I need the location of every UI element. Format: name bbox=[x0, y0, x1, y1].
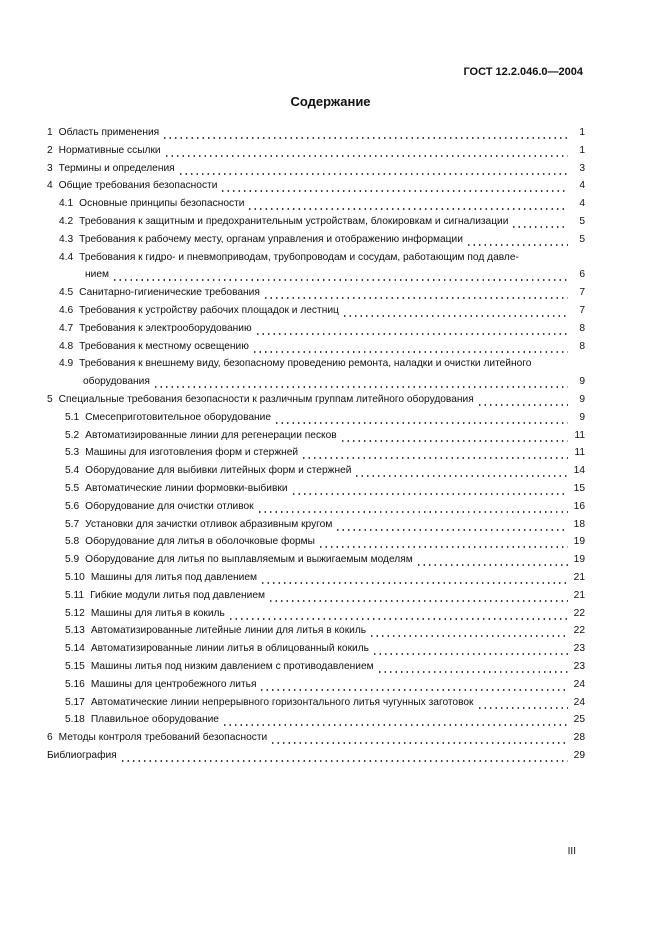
toc-entry[interactable] bbox=[47, 231, 585, 249]
page-number: III bbox=[567, 846, 576, 857]
toc-entry-number: 3 bbox=[47, 162, 53, 174]
toc-entry-title: Автоматические линии формовки-выбивки bbox=[85, 482, 288, 494]
toc-entry-title: Термины и определения bbox=[58, 162, 175, 174]
toc-entry-page: 11 bbox=[574, 447, 585, 459]
toc-entry-title: Автоматизированные линии литья в облицованный кокиль bbox=[90, 643, 369, 655]
page-title: Содержание bbox=[290, 94, 371, 109]
toc-entry-title: Требования к электрооборудованию bbox=[79, 322, 252, 334]
dot-leader bbox=[335, 516, 568, 534]
toc-entry-number: 5 bbox=[47, 393, 53, 405]
dot-leader bbox=[318, 533, 568, 551]
toc-entry[interactable] bbox=[47, 160, 585, 178]
toc-entry[interactable] bbox=[47, 124, 585, 142]
toc-entry[interactable] bbox=[47, 427, 585, 445]
toc-entry[interactable] bbox=[47, 729, 585, 747]
toc-entry-page: 18 bbox=[573, 518, 585, 530]
toc-entry-page: 24 bbox=[573, 678, 585, 690]
toc-entry-title: Оборудование для очистки отливок bbox=[85, 500, 254, 512]
toc-entry-number: 5.15 bbox=[65, 660, 85, 672]
dot-leader bbox=[477, 694, 568, 712]
toc-entry-title: Машины для литья под давлением bbox=[90, 571, 258, 583]
toc-entry-title: Требования к рабочему месту, органам управления и отображению информации bbox=[79, 233, 463, 245]
toc-entry-title: Автоматизированные литейные линии для литья в кокиль bbox=[90, 625, 367, 637]
dot-leader bbox=[416, 551, 568, 569]
toc-entry-continuation[interactable] bbox=[47, 266, 585, 284]
dot-leader bbox=[222, 711, 568, 729]
dot-leader bbox=[274, 409, 568, 427]
toc-entry-page: 29 bbox=[573, 749, 585, 761]
toc-entry-number: 5.10 bbox=[65, 571, 85, 583]
toc-entry-number: 5.7 bbox=[65, 518, 80, 530]
dot-leader bbox=[340, 427, 568, 445]
toc-entry[interactable] bbox=[47, 320, 585, 338]
dot-leader bbox=[477, 391, 568, 409]
toc-entry-page: 5 bbox=[579, 215, 585, 227]
toc-entry-number: 4.2 bbox=[59, 215, 74, 227]
toc-entry-page: 15 bbox=[573, 482, 585, 494]
toc-entry-number: 5.8 bbox=[65, 536, 80, 548]
toc-entry-title-continued: оборудования bbox=[83, 376, 150, 388]
toc-entry-title: Машины для изготовления форм и стержней bbox=[85, 447, 299, 459]
toc-entry-page: 9 bbox=[579, 393, 585, 405]
toc-entry[interactable] bbox=[47, 249, 585, 267]
toc-entry[interactable] bbox=[47, 284, 585, 302]
toc-entry-page: 25 bbox=[573, 714, 585, 726]
dot-leader bbox=[354, 462, 568, 480]
toc-entry-title: Требования к внешнему виду, безопасному проведению ремонта, наладки и очистки литейного bbox=[79, 358, 532, 370]
dot-leader bbox=[255, 320, 568, 338]
toc-entry[interactable] bbox=[47, 516, 585, 534]
toc-entry-page: 22 bbox=[573, 625, 585, 637]
toc-entry-number: 5.13 bbox=[65, 625, 85, 637]
toc-entry[interactable] bbox=[47, 676, 585, 694]
toc-entry[interactable] bbox=[47, 444, 585, 462]
toc-entry[interactable] bbox=[47, 195, 585, 213]
toc-entry-page: 9 bbox=[579, 376, 585, 388]
toc-entry-title: Специальные требования безопасности к различным группам литейного оборудования bbox=[58, 393, 474, 405]
toc-entry-number: 5.9 bbox=[65, 554, 80, 566]
toc-entry-number: 4.1 bbox=[59, 198, 74, 210]
dot-leader bbox=[153, 373, 568, 391]
dot-leader bbox=[301, 444, 568, 462]
dot-leader bbox=[372, 640, 568, 658]
toc-entry[interactable] bbox=[47, 694, 585, 712]
toc-entry-number: 6 bbox=[47, 732, 53, 744]
toc-entry-title: Нормативные ссылки bbox=[58, 144, 161, 156]
dot-leader bbox=[112, 266, 568, 284]
toc-entry-title: Требования к гидро- и пневмоприводам, трубопроводам и сосудам, работающим под давле- bbox=[79, 251, 519, 263]
toc-entry[interactable] bbox=[47, 711, 585, 729]
toc-entry-title: Оборудование для литья по выплавляемым и выжигаемым моделям bbox=[85, 554, 413, 566]
toc-entry-page: 4 bbox=[579, 198, 585, 210]
toc-entry-number: 4.9 bbox=[59, 358, 74, 370]
toc-entry-number: 4.6 bbox=[59, 304, 74, 316]
toc-entry[interactable] bbox=[47, 533, 585, 551]
toc-entry[interactable] bbox=[47, 142, 585, 160]
toc-entry-title: Основные принципы безопасности bbox=[79, 198, 245, 210]
dot-leader bbox=[268, 587, 568, 605]
dot-leader bbox=[369, 622, 568, 640]
toc-entry[interactable] bbox=[47, 622, 585, 640]
toc-entry-title: Библиография bbox=[47, 749, 117, 761]
dot-leader bbox=[162, 124, 568, 142]
toc-entry[interactable] bbox=[47, 587, 585, 605]
toc-entry-page: 19 bbox=[573, 554, 585, 566]
toc-entry-title: Оборудование для выбивки литейных форм и стержней bbox=[85, 465, 352, 477]
toc-entry-page: 3 bbox=[579, 162, 585, 174]
toc-entry-page: 28 bbox=[573, 732, 585, 744]
toc-entry-title: Санитарно-гигиенические требования bbox=[79, 287, 260, 299]
toc-entry-number: 5.1 bbox=[65, 411, 80, 423]
toc-entry[interactable] bbox=[47, 462, 585, 480]
toc-entry-page: 4 bbox=[579, 180, 585, 192]
table-of-contents bbox=[47, 124, 585, 765]
toc-entry-number: 4.3 bbox=[59, 233, 74, 245]
toc-entry-page: 7 bbox=[579, 304, 585, 316]
toc-entry[interactable] bbox=[47, 658, 585, 676]
toc-entry-page: 16 bbox=[573, 500, 585, 512]
toc-entry-number: 5.4 bbox=[65, 465, 80, 477]
toc-entry[interactable] bbox=[47, 569, 585, 587]
toc-entry-number: 5.3 bbox=[65, 447, 80, 459]
dot-leader bbox=[511, 213, 568, 231]
dot-leader bbox=[247, 195, 568, 213]
toc-entry-page: 22 bbox=[573, 607, 585, 619]
toc-entry-title: Методы контроля требований безопасности bbox=[58, 732, 268, 744]
toc-entry-page: 5 bbox=[579, 233, 585, 245]
toc-entry-number: 5.17 bbox=[65, 696, 85, 708]
toc-entry[interactable] bbox=[47, 338, 585, 356]
toc-entry-page: 14 bbox=[573, 465, 585, 477]
toc-entry-page: 21 bbox=[573, 589, 585, 601]
toc-entry[interactable] bbox=[47, 177, 585, 195]
toc-entry[interactable] bbox=[47, 302, 585, 320]
toc-entry-page: 21 bbox=[573, 571, 585, 583]
dot-leader bbox=[342, 302, 568, 320]
dot-leader bbox=[270, 729, 568, 747]
toc-entry-page: 7 bbox=[579, 287, 585, 299]
toc-entry-title: Смесеприготовительное оборудование bbox=[85, 411, 272, 423]
toc-entry-title: Область применения bbox=[58, 127, 160, 138]
toc-entry-number: 5.11 bbox=[65, 589, 85, 601]
toc-entry-page: 6 bbox=[579, 269, 585, 281]
toc-entry-page: 11 bbox=[574, 429, 585, 441]
toc-entry-title: Машины для центробежного литья bbox=[90, 678, 257, 690]
toc-entry-page: 8 bbox=[579, 340, 585, 352]
toc-entry[interactable] bbox=[47, 605, 585, 623]
dot-leader bbox=[260, 569, 568, 587]
dot-leader bbox=[220, 177, 568, 195]
toc-entry-title: Установки для зачистки отливок абразивным кругом bbox=[85, 518, 333, 530]
toc-entry[interactable] bbox=[47, 409, 585, 427]
toc-entry-number: 4.8 bbox=[59, 340, 74, 352]
toc-entry-number: 4.5 bbox=[59, 287, 74, 299]
toc-entry-title: Требования к местному освещению bbox=[79, 340, 249, 352]
dot-leader bbox=[164, 142, 568, 160]
toc-entry[interactable] bbox=[47, 391, 585, 409]
document-code: ГОСТ 12.2.046.0—2004 bbox=[463, 66, 583, 78]
toc-entry[interactable] bbox=[47, 640, 585, 658]
toc-entry[interactable] bbox=[47, 747, 585, 765]
toc-entry-number: 5.6 bbox=[65, 500, 80, 512]
dot-leader bbox=[120, 747, 568, 765]
dot-leader bbox=[263, 284, 568, 302]
toc-entry-number: 2 bbox=[47, 144, 53, 156]
toc-entry[interactable] bbox=[47, 355, 585, 373]
toc-entry-title: Машины литья под низким давлением с противодавлением bbox=[90, 660, 374, 672]
toc-entry-number: 5.16 bbox=[65, 678, 85, 690]
dot-leader bbox=[178, 160, 568, 178]
dot-leader bbox=[252, 338, 568, 356]
dot-leader bbox=[228, 605, 568, 623]
toc-entry-title: Оборудование для литья в оболочковые формы bbox=[85, 536, 315, 548]
dot-leader bbox=[466, 231, 568, 249]
dot-leader bbox=[291, 480, 568, 498]
toc-entry-title-continued: нием bbox=[85, 269, 109, 281]
toc-entry-title: Общие требования безопасности bbox=[58, 180, 218, 192]
toc-entry-number: 5.12 bbox=[65, 607, 85, 619]
toc-entry-page: 1 bbox=[579, 144, 585, 156]
toc-entry-number: 4.4 bbox=[59, 251, 74, 263]
toc-entry-number: 5.2 bbox=[65, 429, 80, 441]
toc-entry-title: Автоматизированные линии для регенерации песков bbox=[85, 429, 337, 441]
toc-entry[interactable] bbox=[47, 480, 585, 498]
toc-entry-number: 1 bbox=[47, 127, 53, 138]
toc-entry-title: Автоматические линии непрерывного горизонтального литья чугунных заготовок bbox=[90, 696, 474, 708]
toc-entry-number: 4 bbox=[47, 180, 53, 192]
toc-entry-title: Гибкие модули литья под давлением bbox=[90, 589, 265, 601]
toc-entry[interactable] bbox=[47, 551, 585, 569]
toc-entry-number: 5.5 bbox=[65, 482, 80, 494]
toc-entry[interactable] bbox=[47, 498, 585, 516]
toc-entry-title: Машины для литья в кокиль bbox=[90, 607, 225, 619]
toc-entry[interactable] bbox=[47, 213, 585, 231]
toc-entry-number: 5.18 bbox=[65, 714, 85, 726]
toc-entry-page: 9 bbox=[579, 411, 585, 423]
dot-leader bbox=[257, 498, 568, 516]
toc-entry-page: 23 bbox=[573, 643, 585, 655]
toc-entry-title: Требования к защитным и предохранительным устройствам, блокировкам и сигнализации bbox=[79, 215, 509, 227]
toc-entry-page: 24 bbox=[573, 696, 585, 708]
dot-leader bbox=[259, 676, 568, 694]
toc-entry-continuation[interactable] bbox=[47, 373, 585, 391]
toc-entry-title: Плавильное оборудование bbox=[90, 714, 219, 726]
toc-entry-page: 1 bbox=[579, 127, 585, 138]
dot-leader bbox=[377, 658, 568, 676]
toc-entry-number: 5.14 bbox=[65, 643, 85, 655]
toc-entry-number: 4.7 bbox=[59, 322, 74, 334]
toc-entry-page: 8 bbox=[579, 322, 585, 334]
toc-entry-title: Требования к устройству рабочих площадок и лестниц bbox=[79, 304, 339, 316]
toc-entry-page: 19 bbox=[573, 536, 585, 548]
toc-entry-page: 23 bbox=[573, 660, 585, 672]
